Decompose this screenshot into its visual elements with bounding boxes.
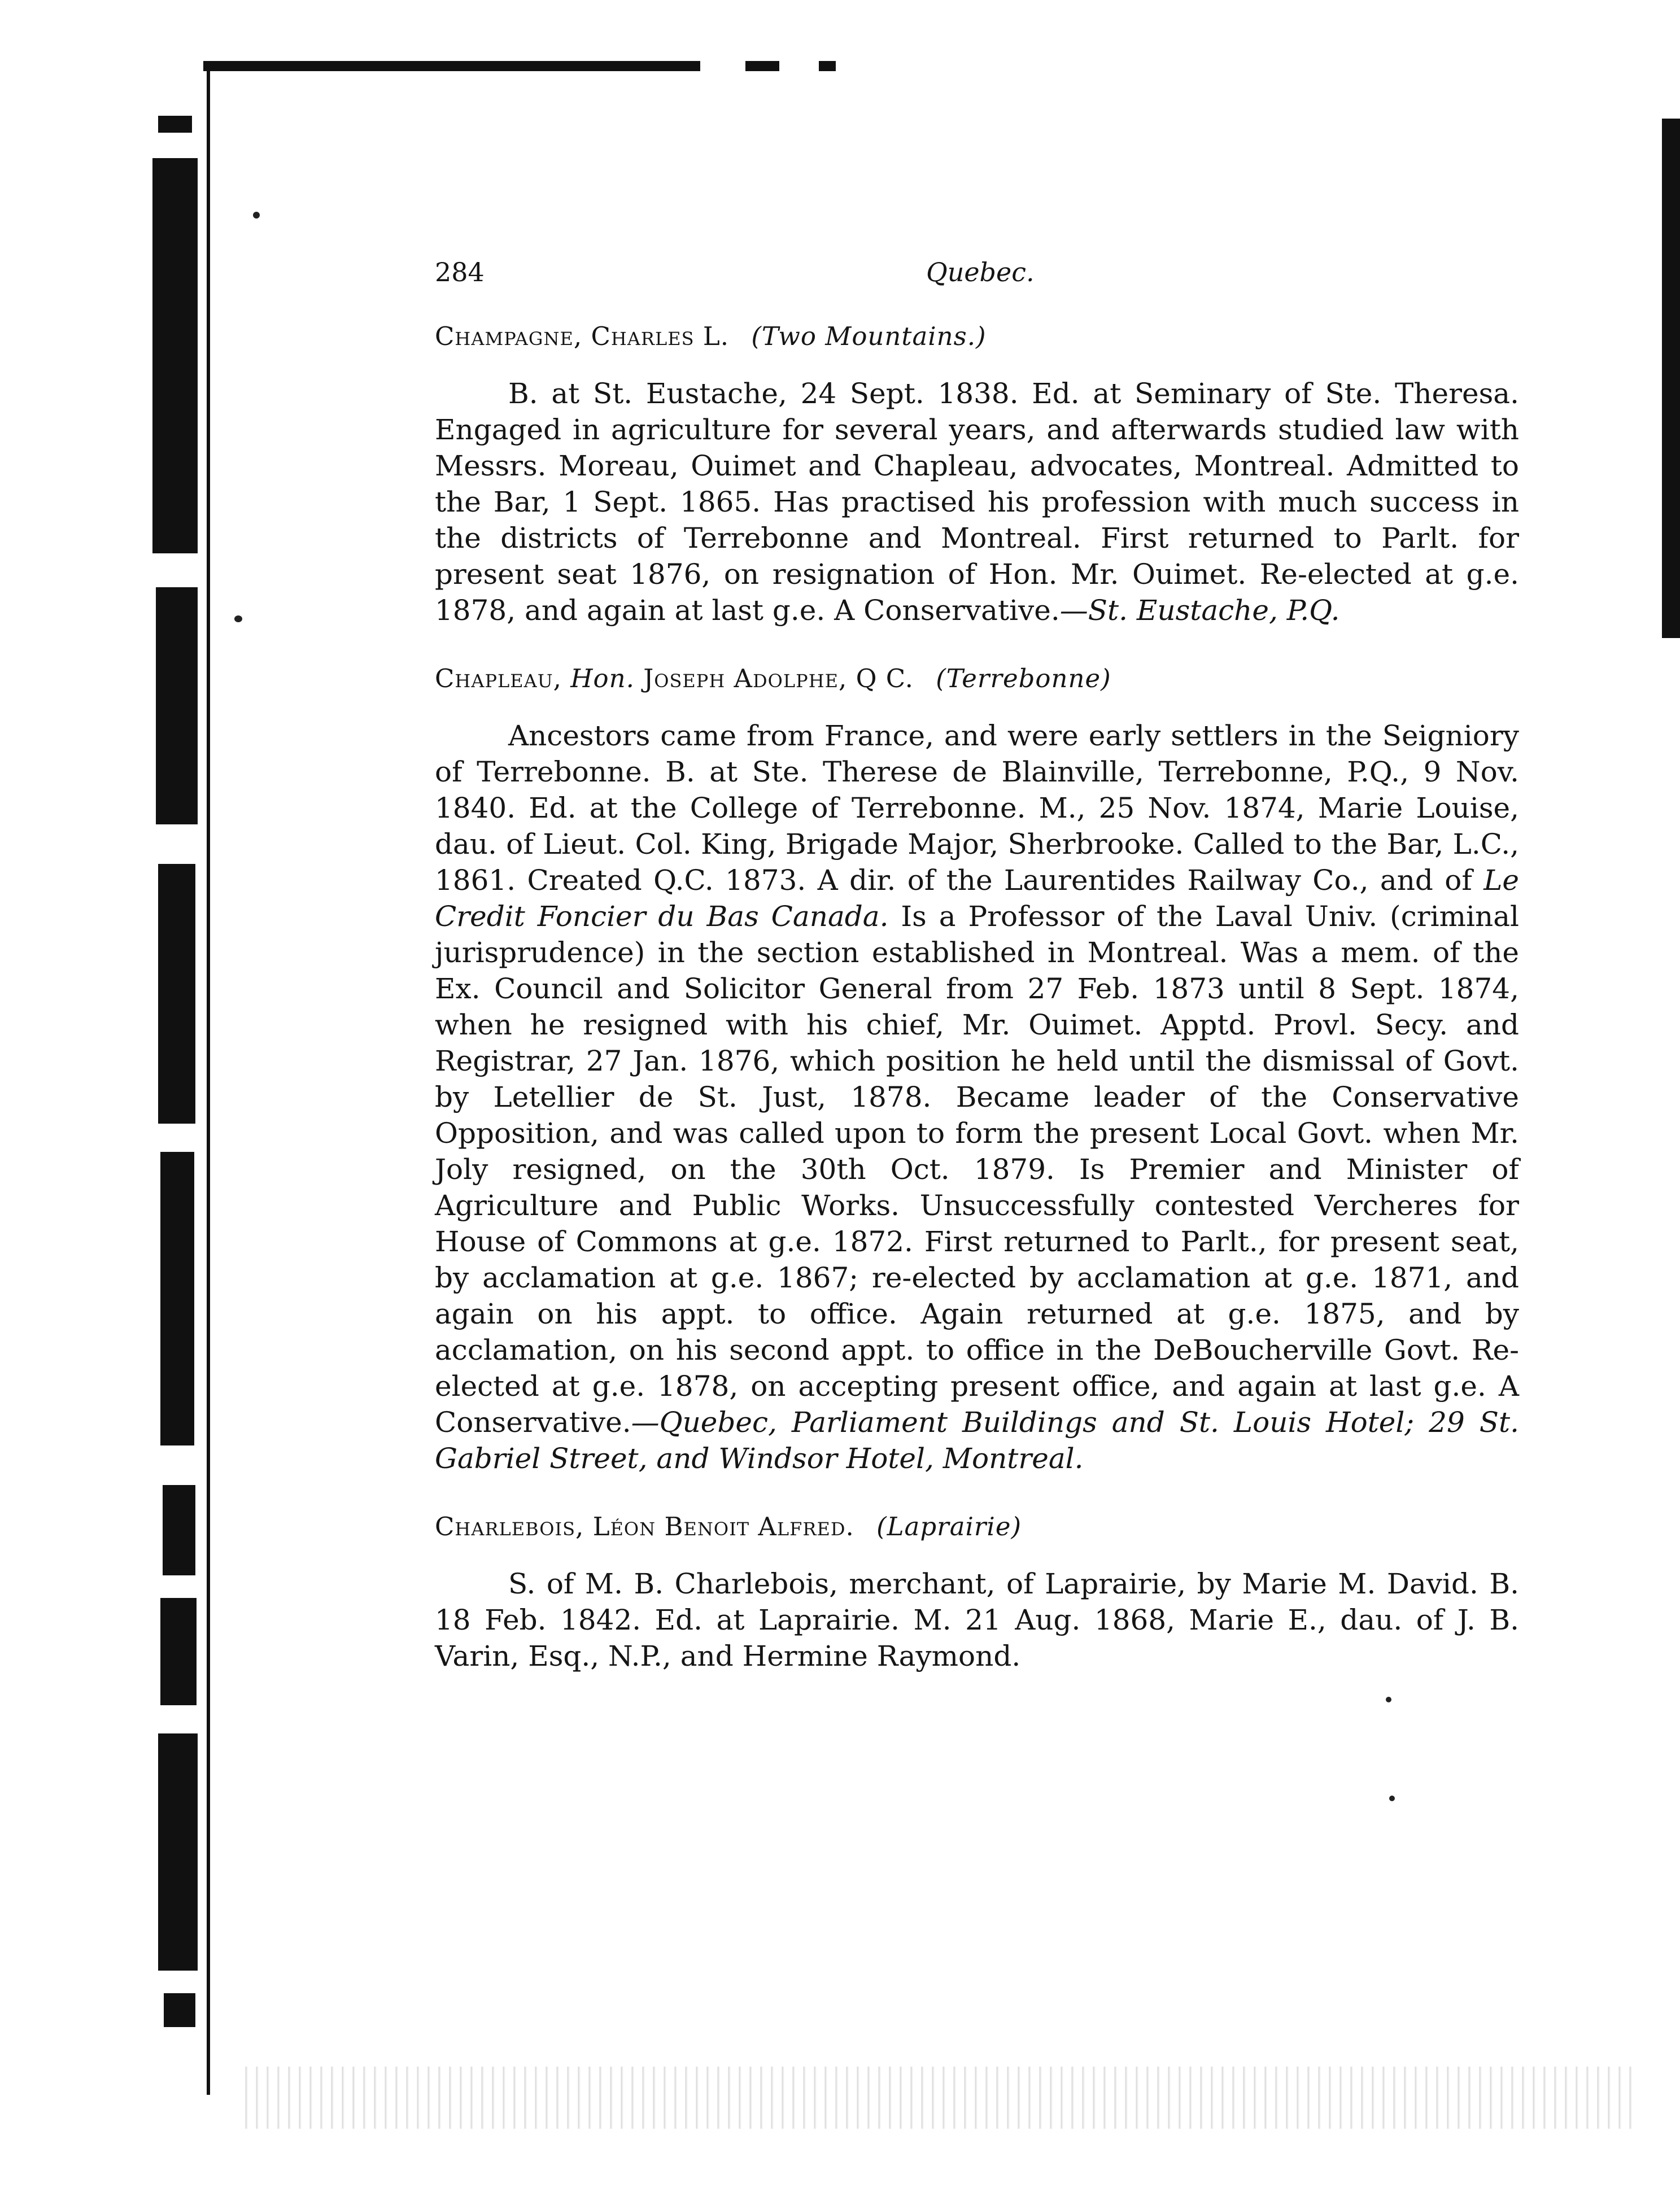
entry-address: —St. Eustache, P.Q.	[1059, 594, 1340, 627]
entry-champagne	[435, 319, 1519, 628]
entry-heading	[435, 661, 1519, 696]
entry-charlebois	[435, 1509, 1519, 1674]
entry-surname: Charlebois,	[435, 1512, 584, 1541]
entry-body	[435, 375, 1519, 628]
entry-chapleau	[435, 661, 1519, 1477]
entry-given-names: Léon Benoit Alfred.	[592, 1512, 854, 1541]
entry-body	[435, 1566, 1519, 1674]
scan-edge-artifact	[1662, 119, 1680, 638]
entry-riding: (Two Mountains.)	[751, 321, 987, 351]
entry-body-text: B. at St. Eustache, 24 Sept. 1838. Ed. at Seminary of Ste. Theresa. Engaged in agriculture for several years, and afterwards studied law with Messrs. Moreau, Ouimet and Chapleau, advocates, Montreal. Admitted to the Bar, 1 Sept. 1865. Has practised his profession with much success in the districts of Terrebonne and Montreal. First returned to Parlt. for present seat 1876, on resignation of Hon. Mr. Ouimet. Re-elected at g.e. 1878, and again at last g.e. A Conservative.	[435, 377, 1519, 627]
scan-speck	[1389, 1796, 1395, 1801]
entry-heading	[435, 1509, 1519, 1544]
entry-given-names: Charles L.	[591, 321, 730, 351]
scan-top-rule	[819, 61, 836, 71]
scan-speck	[253, 212, 260, 219]
scan-top-rule	[745, 61, 779, 71]
entry-given-names: Joseph Adolphe, Q C.	[643, 663, 914, 693]
document-page	[435, 257, 1519, 1707]
entry-surname: Chapleau,	[435, 663, 562, 693]
entry-address: —Quebec, Parliament Buildings and St. Louis Hotel; 29 St. Gabriel Street, and Windsor Hotel, Montreal.	[435, 1406, 1519, 1475]
running-head	[435, 257, 1519, 296]
entry-body-text: S. of M. B. Charlebois, merchant, of Laprairie, by Marie M. David. B. 18 Feb. 1842. Ed. at Laprairie. M. 21 Aug. 1868, Marie E., dau. of J. B. Varin, Esq., N.P., and Hermine Raymond.	[435, 1567, 1519, 1672]
entry-body-italic: Le Credit Foncier du Bas Canada.	[435, 864, 1519, 933]
entry-riding: (Terrebonne)	[936, 663, 1111, 693]
scan-top-rule	[678, 61, 700, 71]
entry-body-text-continued: Is a Professor of the Laval Univ. (criminal jurisprudence) in the section established in Montreal. Was a mem. of the Ex. Council and Solicitor General from 27 Feb. 1873 until 8 Sept. 1874, when he resigned with his chief, Mr. Ouimet. Apptd. Provl. Secy. and Registrar, 27 Jan. 1876, which position he held until the dismissal of Govt. by Letellier de St. Just, 1878. Became leader of the Conservative Opposition, and was called upon to form the present Local Govt. when Mr. Joly resigned, on the 30th Oct. 1879. Is Premier and Minister of Agriculture and Public Works. Unsuccessfully contested Vercheres for House of Commons at g.e. 1872. First returned to Parlt., for present seat, by acclamation at g.e. 1867; re-elected by acclamation at g.e. 1871, and again on his appt. to office. Again returned at g.e. 1875, and by acclamation, on his second appt. to office in the DeBoucherville Govt. Re-elected at g.e. 1878, on accepting present office, and again at last g.e. A Conservative.	[435, 900, 1519, 1439]
entry-honorific: Hon.	[570, 663, 635, 693]
entry-riding: (Laprairie)	[876, 1512, 1022, 1541]
page-number: 284	[435, 257, 485, 287]
scan-edge-artifact	[152, 62, 220, 2123]
entry-surname: Champagne,	[435, 321, 583, 351]
entry-body-text: Ancestors came from France, and were early settlers in the Seigniory of Terrebonne. B. at Ste. Therese de Blainville, Terrebonne, P.Q., 9 Nov. 1840. Ed. at the College of Terrebonne. M., 25 Nov. 1874, Marie Louise, dau. of Lieut. Col. King, Brigade Major, Sherbrooke. Called to the Bar, L.C., 1861. Created Q.C. 1873. A dir. of the Laurentides Railway Co., and of	[435, 719, 1519, 897]
scan-speck	[234, 615, 242, 622]
entry-heading	[435, 319, 1519, 354]
scan-top-rule	[203, 61, 700, 71]
entry-body	[435, 718, 1519, 1477]
scan-bottom-noise	[237, 2067, 1638, 2129]
running-title: Quebec.	[926, 257, 1035, 287]
